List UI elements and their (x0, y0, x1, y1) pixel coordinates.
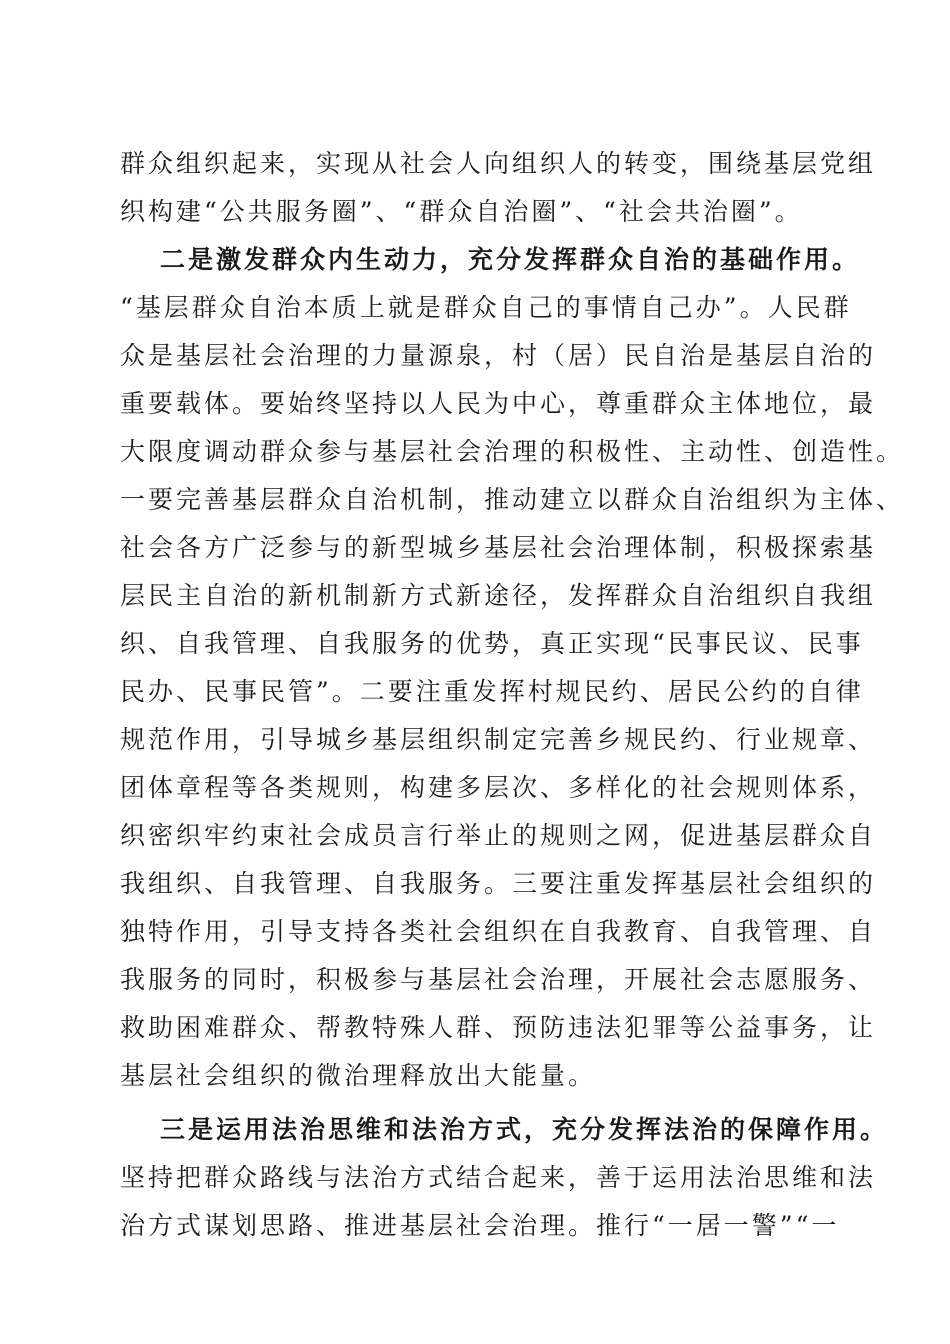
text-line: 坚持把群众路线与法治方式结合起来，善于运用法治思维和法 (120, 1163, 877, 1192)
text-line: 织密织牢约束社会成员言行举止的规则之网，促进基层群众自 (120, 821, 877, 850)
text-line: 救助困难群众、帮教特殊人群、预防违法犯罪等公益事务，让 (120, 1013, 877, 1042)
text-line: “基层群众自治本质上就是群众自己的事情自己办”。人民群 (120, 293, 852, 322)
text-line: 社会各方广泛参与的新型城乡基层社会治理体制，积极探索基 (120, 533, 877, 562)
document-body (120, 140, 905, 1250)
paragraph-1 (120, 140, 877, 236)
text-line: 群众组织起来，实现从社会人向组织人的转变，围绕基层党组 (120, 149, 877, 178)
text-line: 独特作用，引导支持各类社会组织在自我教育、自我管理、自 (120, 917, 877, 946)
text-line: 我组织、自我管理、自我服务。三要注重发挥基层社会组织的 (120, 869, 877, 898)
text-line: 民办、民事民管”。二要注重发挥村规民约、居民公约的自律 (120, 677, 864, 706)
paragraph-2 (120, 236, 905, 1100)
text-line: 织构建“公共服务圈”、“群众自治圈”、“社会共治圈”。 (120, 197, 803, 226)
text-line: 众是基层社会治理的力量源泉，村（居）民自治是基层自治的 (120, 341, 877, 370)
section-heading-3: 三是运用法治思维和法治方式，充分发挥法治的保障作用。 (160, 1115, 889, 1144)
text-line: 层民主自治的新机制新方式新途径，发挥群众自治组织自我组 (120, 581, 877, 610)
text-line: 规范作用，引导城乡基层组织制定完善乡规民约、行业规章、 (120, 725, 877, 754)
section-heading-2: 二是激发群众内生动力，充分发挥群众自治的基础作用。 (160, 245, 861, 274)
text-line: 我服务的同时，积极参与基层社会治理，开展社会志愿服务、 (120, 965, 877, 994)
text-line: 一要完善基层群众自治机制，推动建立以群众自治组织为主体、 (120, 485, 905, 514)
text-line: 基层社会组织的微治理释放出大能量。 (120, 1061, 597, 1090)
paragraph-3 (120, 1106, 889, 1250)
text-line: 大限度调动群众参与基层社会治理的积极性、主动性、创造性。 (120, 437, 905, 466)
text-line: 团体章程等各类规则，构建多层次、多样化的社会规则体系， (120, 773, 877, 802)
text-line: 治方式谋划思路、推进基层社会治理。推行“一居一警”“一 (120, 1211, 840, 1240)
text-line: 织、自我管理、自我服务的优势，真正实现“民事民议、民事 (120, 629, 864, 658)
text-line: 重要载体。要始终坚持以人民为中心，尊重群众主体地位，最 (120, 389, 877, 418)
